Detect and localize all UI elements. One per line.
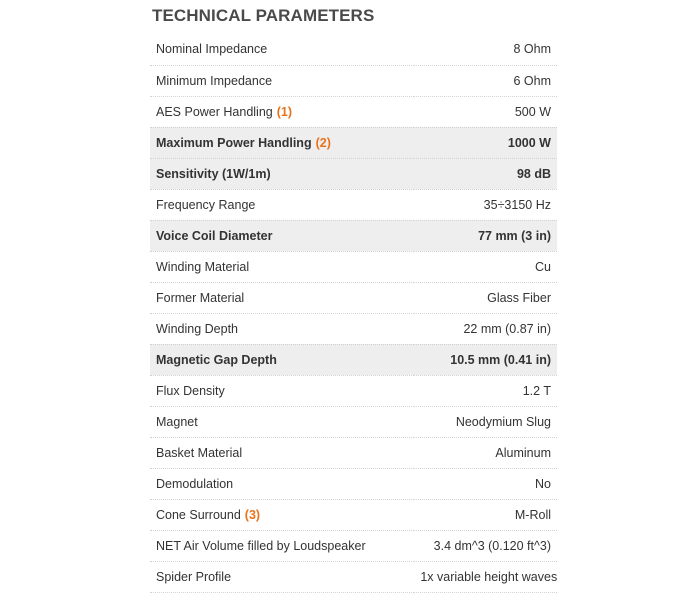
parameter-value: 1x variable height waves xyxy=(420,569,558,584)
parameter-label: AES Power Handling xyxy=(156,104,273,119)
parameter-value: M-Roll xyxy=(514,507,551,522)
parameter-value: Aluminum xyxy=(495,445,551,460)
parameter-label-cell xyxy=(150,344,414,375)
parameter-label: Maximum Power Handling xyxy=(156,135,312,150)
parameter-value: 35÷3150 Hz xyxy=(483,197,551,212)
parameter-label-cell xyxy=(150,406,414,437)
table-row xyxy=(150,499,557,530)
table-row xyxy=(150,158,557,189)
table-row xyxy=(150,65,557,96)
parameter-label: Spider Profile xyxy=(156,569,232,584)
footnote-marker: (2) xyxy=(315,135,331,150)
table-row xyxy=(150,189,557,220)
parameter-value: 10.5 mm (0.41 in) xyxy=(450,352,551,367)
table-row xyxy=(150,282,557,313)
table-row xyxy=(150,437,557,468)
parameter-label: Demodulation xyxy=(156,476,234,491)
table-row xyxy=(150,468,557,499)
parameter-label-cell xyxy=(150,375,414,406)
parameter-value: 500 W xyxy=(514,104,551,119)
parameter-value: 1000 W xyxy=(507,135,551,150)
parameter-label-cell xyxy=(150,127,414,158)
parameter-value: Glass Fiber xyxy=(487,290,551,305)
table-row xyxy=(150,127,557,158)
table-row xyxy=(150,561,557,592)
parameter-label-cell xyxy=(150,561,414,592)
parameter-value: 98 dB xyxy=(516,166,551,181)
parameter-label: Flux Density xyxy=(156,383,225,398)
footnote-marker: (1) xyxy=(276,104,293,119)
parameter-label: Winding Depth xyxy=(156,321,238,336)
parameter-label-cell xyxy=(150,34,414,65)
parameter-label: Minimum Impedance xyxy=(156,73,273,88)
table-row xyxy=(150,375,557,406)
section-title: TECHNICAL PARAMETERS xyxy=(152,6,375,25)
table-row xyxy=(150,313,557,344)
parameter-label: Magnetic Gap Depth xyxy=(156,352,277,367)
parameter-label: NET Air Volume filled by Loudspeaker xyxy=(156,538,366,553)
parameter-label: Former Material xyxy=(156,290,245,305)
parameter-label-cell xyxy=(150,282,414,313)
technical-parameters-table xyxy=(150,34,557,593)
footnote-marker: (3) xyxy=(244,507,261,522)
table-row xyxy=(150,220,557,251)
table-row xyxy=(150,406,557,437)
parameter-value: 1.2 T xyxy=(522,383,551,398)
table-row xyxy=(150,251,557,282)
table-row xyxy=(150,96,557,127)
table-row xyxy=(150,530,557,561)
parameter-value: 77 mm (3 in) xyxy=(478,228,551,243)
parameter-label: Nominal Impedance xyxy=(156,42,268,57)
parameter-label-cell xyxy=(150,499,414,530)
parameter-label: Magnet xyxy=(156,414,198,429)
parameter-label-cell xyxy=(150,468,414,499)
parameter-label-cell xyxy=(150,313,414,344)
parameter-label: Voice Coil Diameter xyxy=(156,228,273,243)
parameter-value: No xyxy=(535,476,551,491)
parameter-label-cell xyxy=(150,251,414,282)
parameter-label: Frequency Range xyxy=(156,197,256,212)
parameter-value: 22 mm (0.87 in) xyxy=(463,321,551,336)
parameter-label-cell xyxy=(150,65,414,96)
parameter-label: Basket Material xyxy=(156,445,243,460)
parameter-label: Sensitivity (1W/1m) xyxy=(156,166,271,181)
parameter-label: Cone Surround xyxy=(156,507,241,522)
parameter-value: Neodymium Slug xyxy=(455,414,551,429)
table-row xyxy=(150,344,557,375)
parameter-value: 8 Ohm xyxy=(513,42,551,57)
parameter-label-cell xyxy=(150,530,414,561)
parameter-label: Winding Material xyxy=(156,259,250,274)
parameter-label-cell xyxy=(150,96,414,127)
table-row xyxy=(150,34,557,65)
parameter-value: 6 Ohm xyxy=(513,73,551,88)
table-body xyxy=(150,34,557,592)
parameter-label-cell xyxy=(150,189,414,220)
parameter-label-cell xyxy=(150,220,414,251)
parameter-label-cell xyxy=(150,158,414,189)
parameter-value: 3.4 dm^3 (0.120 ft^3) xyxy=(433,538,551,553)
parameter-label-cell xyxy=(150,437,414,468)
parameter-value: Cu xyxy=(535,259,551,274)
